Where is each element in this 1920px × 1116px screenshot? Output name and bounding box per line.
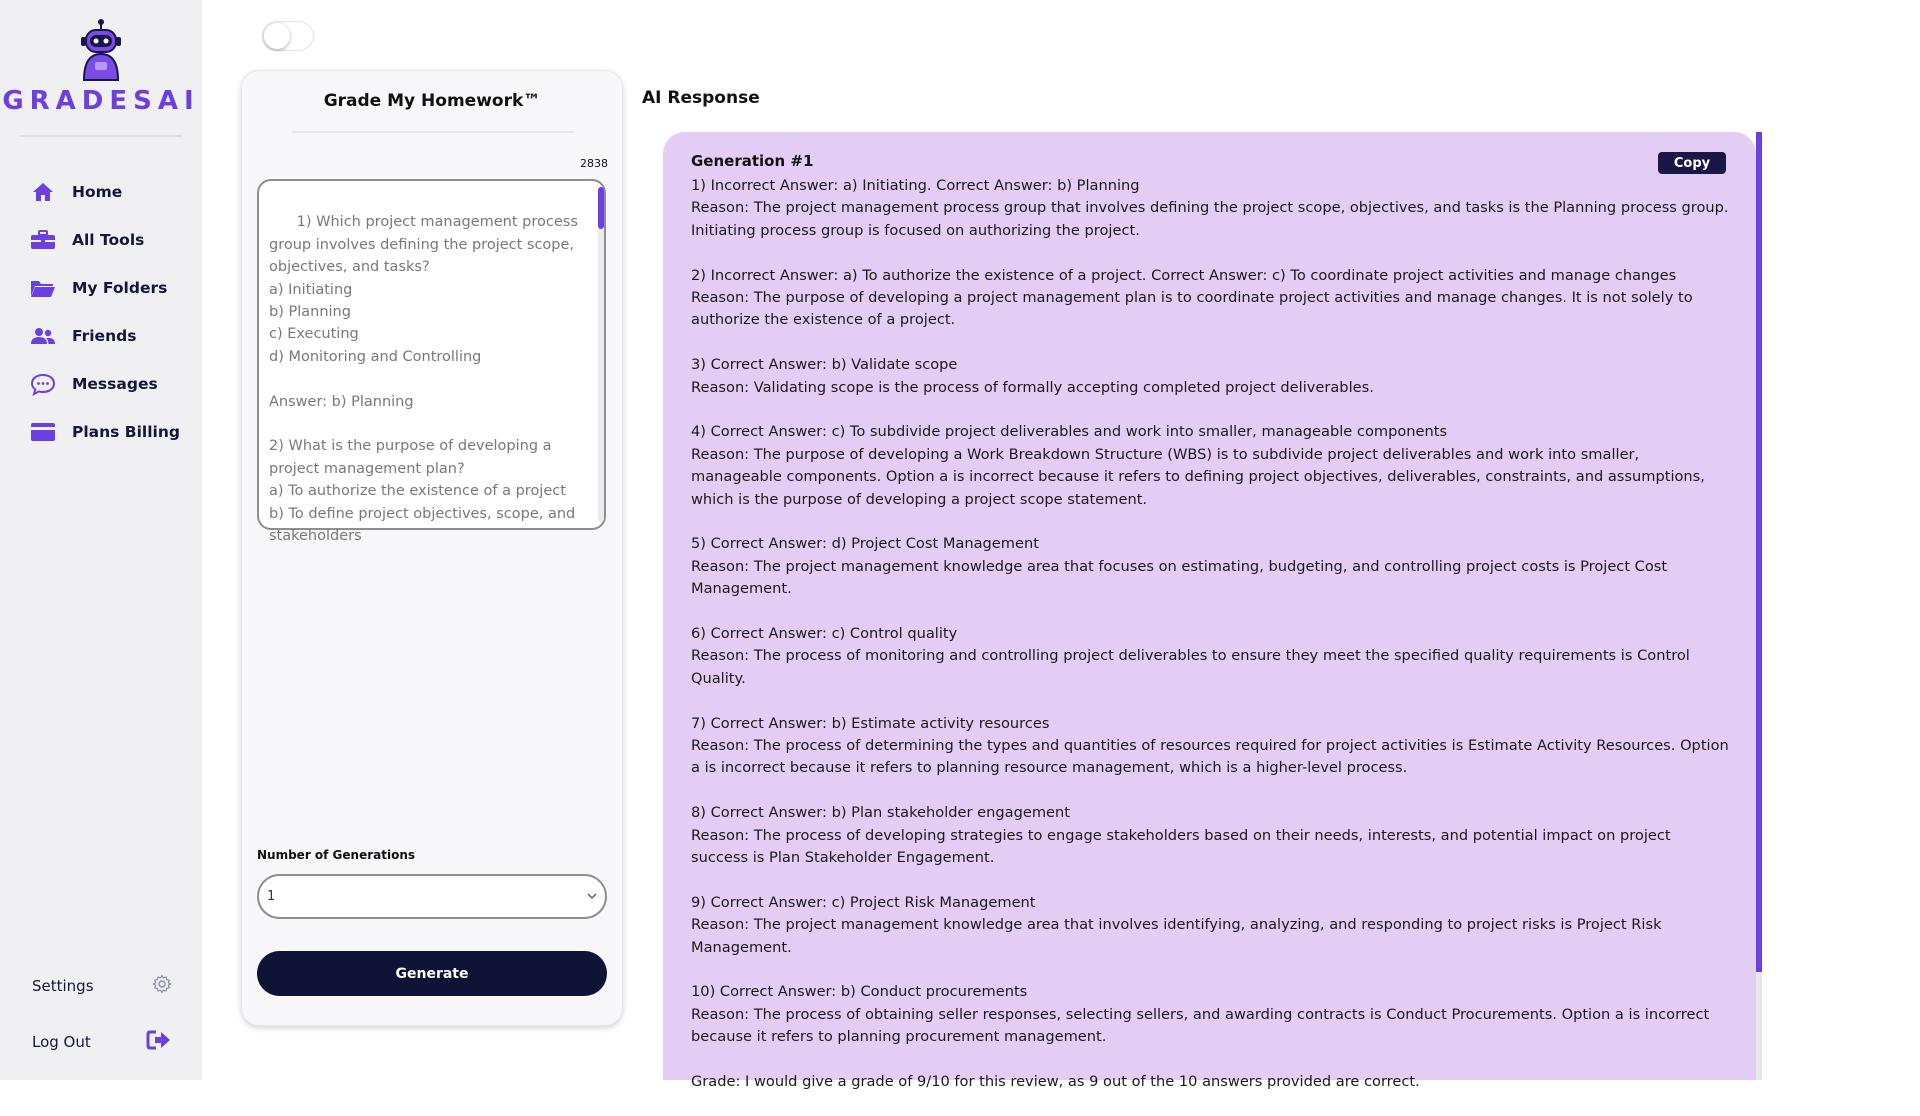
response-answer: 7) Correct Answer: b) Estimate activity resources xyxy=(691,714,1050,732)
chat-icon xyxy=(30,373,56,395)
generate-button[interactable]: Generate xyxy=(257,951,607,996)
settings-link[interactable] xyxy=(32,974,172,998)
response-item xyxy=(691,892,1731,959)
response-reason: Reason: The project management knowledge area that involves identifying, analyzing, and responding to project risks is Project Risk Management. xyxy=(691,916,1662,956)
response-reason: Reason: The process of obtaining seller responses, selecting sellers, and awarding contracts is Conduct Procurements. Option a is incorrect because it refers to planning procurement management. xyxy=(691,1005,1710,1046)
logout-label: Log Out xyxy=(32,1033,91,1051)
response-item xyxy=(691,175,1731,242)
settings-label: Settings xyxy=(32,977,94,995)
sidebar-item-label: Plans Billing xyxy=(72,423,180,441)
credit-card-icon xyxy=(30,421,56,443)
theme-toggle[interactable] xyxy=(262,21,314,51)
response-item xyxy=(691,421,1731,511)
generations-label: Number of Generations xyxy=(257,848,416,862)
response-reason: Reason: The process of developing strategies to engage stakeholders based on their needs, interests, and potential impact on project success is Plan Stakeholder Engagement. xyxy=(691,826,1671,867)
ai-response-title: AI Response xyxy=(642,88,760,108)
response-reason: Reason: The process of monitoring and controlling project deliverables to ensure they meet the specified quality requirements is Control Quality. xyxy=(691,647,1690,687)
sidebar xyxy=(0,0,202,1080)
sidebar-item-label: Home xyxy=(72,183,123,201)
response-item xyxy=(691,623,1731,690)
response-answer: 10) Correct Answer: b) Conduct procurements xyxy=(691,983,1028,1001)
gear-icon xyxy=(152,974,172,998)
response-scrollbar-thumb[interactable] xyxy=(1756,132,1762,972)
brand-name: GRADESAI xyxy=(2,86,200,116)
generations-value: 1 xyxy=(267,889,276,904)
toggle-knob xyxy=(264,23,290,49)
tool-card xyxy=(241,70,623,1026)
response-answer: 9) Correct Answer: c) Project Risk Management xyxy=(691,893,1036,911)
homework-input[interactable] xyxy=(257,179,606,545)
sidebar-item-my-folders[interactable] xyxy=(30,264,195,312)
sidebar-item-label: All Tools xyxy=(72,231,145,249)
response-item xyxy=(691,713,1731,780)
users-icon xyxy=(30,325,56,347)
sidebar-item-label: My Folders xyxy=(72,279,168,297)
response-reason: Reason: The process of determining the types and quantities of resources required for project activities is Estimate Activity Resources. Option a is incorrect because it refers to planning resource management, which is a higher-level process. xyxy=(691,737,1729,777)
logo-divider xyxy=(20,135,182,137)
robot-mascot-icon xyxy=(74,18,128,84)
response-answer: 4) Correct Answer: c) To subdivide project deliverables and work into smaller, manageable components xyxy=(691,423,1448,441)
response-item xyxy=(691,981,1731,1048)
home-icon xyxy=(30,181,56,203)
sidebar-item-home[interactable] xyxy=(30,168,195,216)
grade-summary: Grade: I would give a grade of 9/10 for this review, as 9 out of the 10 answers provided are correct. xyxy=(691,1073,1420,1091)
toolbox-icon xyxy=(30,229,56,251)
response-reason: Reason: The purpose of developing a Work Breakdown Structure (WBS) is to subdivide project deliverables and work into smaller, manageable components. Option a is incorrect because it refers to defining project objectives, deliverables, constraints, and assumptions, which is the purpose of developing a project scope statement. xyxy=(691,445,1705,508)
logout-link[interactable] xyxy=(32,1029,172,1055)
response-reason: Reason: The purpose of developing a project management plan is to coordinate project activities and manage changes. It is not solely to authorize the existence of a project. xyxy=(691,289,1693,329)
chevron-down-icon xyxy=(587,889,597,904)
response-answer: 1) Incorrect Answer: a) Initiating. Correct Answer: b) Planning xyxy=(691,177,1140,194)
response-item xyxy=(691,533,1731,600)
response-answer: 2) Incorrect Answer: a) To authorize the existence of a project. Correct Answer: c) To coordinate project activities and manage changes xyxy=(691,266,1677,284)
response-item xyxy=(691,802,1731,869)
copy-button[interactable]: Copy xyxy=(1658,152,1726,174)
response-answer: 3) Correct Answer: b) Validate scope xyxy=(691,356,958,374)
response-reason: Reason: Validating scope is the process of formally accepting completed project deliverables. xyxy=(691,378,1374,396)
folder-icon xyxy=(30,277,56,299)
sidebar-item-messages[interactable] xyxy=(30,360,195,408)
sidebar-item-plans-billing[interactable] xyxy=(30,408,195,456)
input-scrollbar-thumb[interactable] xyxy=(598,187,604,229)
sidebar-item-label: Friends xyxy=(72,327,137,345)
homework-input-text: 1) Which project management process group involves defining the project scope, objectives, and tasks? a) Initiating b) Planning c) Executing d) Monitoring and Controlling Answer: b) Planning 2) What is the purpose of developing a project management plan? a) To authorize the existence of a project b) To define project objectives, scope, and stakeholders xyxy=(269,214,578,545)
response-answer: 6) Correct Answer: c) Control quality xyxy=(691,625,958,643)
sidebar-item-label: Messages xyxy=(72,375,158,393)
sidebar-item-all-tools[interactable] xyxy=(30,216,195,264)
character-count: 2838 xyxy=(580,157,608,170)
logout-icon xyxy=(146,1029,172,1055)
card-divider xyxy=(292,131,574,133)
brand-logo[interactable] xyxy=(0,18,202,116)
response-reason: Reason: The project management knowledge area that focuses on estimating, budgeting, and controlling project costs is Project Cost Management. xyxy=(691,557,1668,598)
ai-response-panel xyxy=(663,132,1756,1091)
response-body xyxy=(691,175,1731,1116)
response-item xyxy=(691,265,1731,332)
sidebar-nav xyxy=(30,168,195,456)
response-answer: 8) Correct Answer: b) Plan stakeholder engagement xyxy=(691,804,1070,822)
generations-select[interactable] xyxy=(257,874,607,919)
response-item xyxy=(691,354,1731,399)
generation-heading: Generation #1 xyxy=(691,152,814,170)
response-answer: 5) Correct Answer: d) Project Cost Management xyxy=(691,535,1039,553)
response-reason: Reason: The project management process group that involves defining the project scope, objectives, and tasks is the Planning process group. Initiating process group is focused on authorizing the project. xyxy=(691,199,1729,239)
input-scrollbar[interactable] xyxy=(598,187,604,522)
tool-title: Grade My Homework™ xyxy=(323,91,541,111)
sidebar-item-friends[interactable] xyxy=(30,312,195,360)
response-scrollbar[interactable] xyxy=(1756,132,1762,1080)
